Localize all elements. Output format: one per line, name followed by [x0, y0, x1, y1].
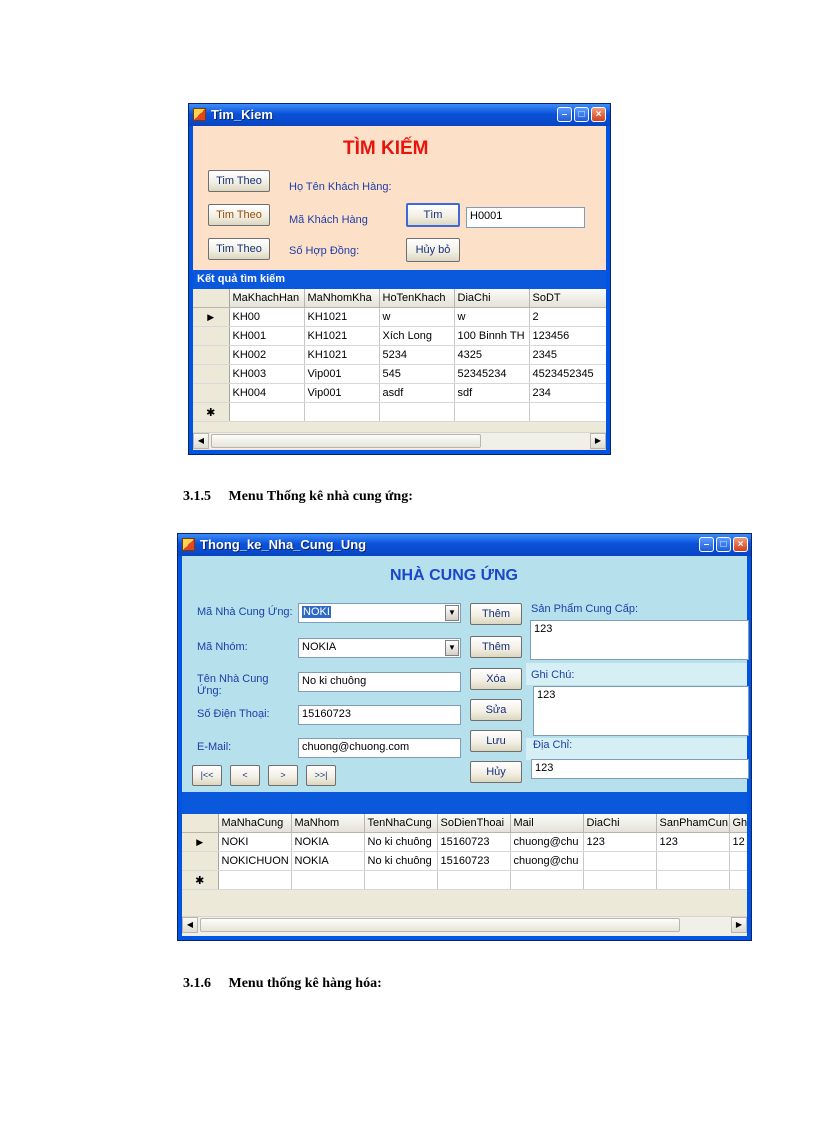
table-cell[interactable]: asdf	[379, 384, 454, 403]
table-cell[interactable]: 52345234	[454, 365, 529, 384]
current-row-indicator-icon: ▶	[193, 308, 229, 327]
minimize-icon[interactable]: –	[557, 107, 572, 122]
table-cell[interactable]: chuong@chu	[510, 833, 583, 852]
table-cell[interactable]: KH003	[229, 365, 304, 384]
address-label: Địa Chỉ:	[533, 739, 573, 751]
group-id-label: Mã Nhóm:	[197, 641, 248, 653]
supplier-id-label: Mã Nhà Cung Ứng:	[197, 606, 293, 618]
table-cell[interactable]	[729, 871, 747, 890]
scroll-right-icon[interactable]: ▶	[731, 917, 747, 933]
products-field[interactable]: 123	[530, 620, 749, 660]
section-heading-3-1-5	[183, 489, 413, 505]
column-header[interactable]: MaNhom	[291, 814, 364, 833]
add-supplier-button[interactable]: Thêm	[470, 603, 522, 625]
table-cell[interactable]: NOKIA	[291, 852, 364, 871]
table-cell[interactable]: 2345	[529, 346, 606, 365]
supplier-name-label: Tên Nhà Cung Ứng:	[197, 673, 269, 697]
minimize-icon[interactable]: –	[699, 537, 714, 552]
supplier-id-combo[interactable]	[298, 603, 461, 623]
table-cell[interactable]: chuong@chu	[510, 852, 583, 871]
horizontal-scrollbar[interactable]	[193, 432, 606, 449]
chevron-down-icon[interactable]: ▼	[445, 640, 459, 656]
row-header-corner	[193, 289, 229, 308]
row-header	[193, 365, 229, 384]
window-title: Tim_Kiem	[211, 107, 273, 122]
maximize-icon[interactable]: □	[716, 537, 731, 552]
column-header[interactable]: TenNhaCung	[364, 814, 437, 833]
search-input[interactable]: H0001	[466, 207, 585, 228]
last-record-button[interactable]: >>|	[306, 765, 336, 786]
email-field[interactable]: chuong@chuong.com	[298, 738, 461, 758]
email-label: E-Mail:	[197, 741, 232, 753]
section-number: 3.1.6	[183, 976, 211, 991]
app-icon	[193, 108, 206, 121]
column-header[interactable]: SoDienThoai	[437, 814, 510, 833]
column-header[interactable]: HoTenKhach	[379, 289, 454, 308]
products-label: Sản Phẩm Cung Cấp:	[531, 603, 639, 615]
find-by-name-button[interactable]: Tim Theo	[208, 170, 270, 192]
cancel-button[interactable]: Hủy bỏ	[406, 238, 460, 262]
supplier-name-field[interactable]: No ki chuông	[298, 672, 461, 692]
group-id-value: NOKIA	[302, 641, 337, 653]
table-cell[interactable]: 123456	[529, 327, 606, 346]
new-row-icon: ✱	[193, 403, 229, 422]
table-cell[interactable]: 5234	[379, 346, 454, 365]
results-header-bar	[193, 270, 606, 289]
table-cell[interactable]: 12	[729, 833, 747, 852]
table-cell[interactable]: KH001	[229, 327, 304, 346]
table-cell[interactable]	[529, 403, 606, 422]
address-field[interactable]: 123	[531, 759, 749, 779]
column-header[interactable]: DiaChi	[583, 814, 656, 833]
table-row[interactable]	[193, 346, 606, 365]
grid-header-row	[182, 814, 747, 833]
previous-record-button[interactable]: <	[230, 765, 260, 786]
table-cell[interactable]: KH00	[229, 308, 304, 327]
table-cell[interactable]: KH1021	[304, 346, 379, 365]
save-button[interactable]: Lưu	[470, 730, 522, 752]
title-bar[interactable]	[189, 104, 610, 126]
section-title: Menu Thống kê nhà cung ứng:	[228, 489, 413, 504]
contract-number-label: Số Hợp Đồng:	[289, 245, 360, 257]
row-header	[193, 346, 229, 365]
title-bar[interactable]	[178, 534, 751, 556]
close-icon[interactable]: ×	[733, 537, 748, 552]
scroll-thumb[interactable]	[211, 434, 481, 448]
table-cell[interactable]: NOKICHUON	[218, 852, 291, 871]
cancel-button[interactable]: Hủy	[470, 761, 522, 783]
table-cell[interactable]: w	[454, 308, 529, 327]
window-title: Thong_ke_Nha_Cung_Ung	[200, 537, 367, 552]
column-header[interactable]: DiaChi	[454, 289, 529, 308]
scroll-left-icon[interactable]: ◀	[182, 917, 198, 933]
section-heading-3-1-6	[183, 976, 382, 992]
nha-cung-ung-window	[177, 533, 752, 941]
column-header[interactable]: SanPhamCun	[656, 814, 729, 833]
table-row[interactable]	[193, 308, 606, 327]
notes-field[interactable]: 123	[533, 686, 749, 736]
grid-header-row	[193, 289, 606, 308]
form-heading: TÌM KIẾM	[343, 138, 429, 159]
column-header[interactable]: Mail	[510, 814, 583, 833]
phone-field[interactable]: 15160723	[298, 705, 461, 725]
scroll-thumb[interactable]	[200, 918, 680, 932]
group-id-combo[interactable]	[298, 638, 461, 658]
chevron-down-icon[interactable]: ▼	[445, 605, 459, 621]
table-cell[interactable]: NOKI	[218, 833, 291, 852]
first-record-button[interactable]: |<<	[192, 765, 222, 786]
column-header[interactable]: MaNhomKha	[304, 289, 379, 308]
table-cell[interactable]: 2	[529, 308, 606, 327]
table-cell[interactable]	[510, 871, 583, 890]
table-cell[interactable]: NOKIA	[291, 833, 364, 852]
customer-id-label: Mã Khách Hàng	[289, 214, 368, 226]
table-cell[interactable]: 4523452345	[529, 365, 606, 384]
table-cell[interactable]: Xích Long	[379, 327, 454, 346]
table-cell[interactable]: 545	[379, 365, 454, 384]
tim-kiem-window	[188, 103, 611, 455]
delete-button[interactable]: Xóa	[470, 668, 522, 690]
table-cell[interactable]	[454, 403, 529, 422]
table-cell[interactable]: No ki chuông	[364, 833, 437, 852]
row-header	[182, 852, 218, 871]
horizontal-scrollbar[interactable]	[182, 916, 747, 936]
table-cell[interactable]	[364, 871, 437, 890]
column-header[interactable]: SoDT	[529, 289, 606, 308]
scroll-left-icon[interactable]: ◀	[193, 433, 209, 449]
table-cell[interactable]: 234	[529, 384, 606, 403]
table-cell[interactable]	[291, 871, 364, 890]
table-cell[interactable]: KH002	[229, 346, 304, 365]
customer-name-label: Họ Tên Khách Hàng:	[289, 181, 392, 193]
table-row[interactable]	[182, 833, 747, 852]
table-cell[interactable]: 15160723	[437, 833, 510, 852]
app-icon	[182, 538, 195, 551]
table-cell[interactable]: 4325	[454, 346, 529, 365]
table-cell[interactable]: KH1021	[304, 308, 379, 327]
table-cell[interactable]	[437, 871, 510, 890]
table-cell[interactable]	[656, 852, 729, 871]
table-cell[interactable]: 123	[583, 833, 656, 852]
form-client-area	[182, 556, 747, 936]
section-number: 3.1.5	[183, 489, 211, 504]
maximize-icon[interactable]: □	[574, 107, 589, 122]
row-header	[193, 327, 229, 346]
notes-label: Ghi Chú:	[531, 669, 575, 681]
find-by-id-button[interactable]: Tim Theo	[208, 204, 270, 226]
table-cell[interactable]: Vip001	[304, 384, 379, 403]
table-cell[interactable]: No ki chuông	[364, 852, 437, 871]
table-cell[interactable]	[583, 871, 656, 890]
table-cell[interactable]: Vip001	[304, 365, 379, 384]
results-grid[interactable]	[193, 289, 606, 432]
form-client-area	[193, 126, 606, 450]
edit-button[interactable]: Sửa	[470, 699, 522, 721]
supplier-grid[interactable]	[182, 814, 747, 916]
row-header-corner	[182, 814, 218, 833]
results-header-label: Kết quả tìm kiếm	[197, 273, 286, 285]
close-icon[interactable]: ×	[591, 107, 606, 122]
table-row[interactable]	[193, 327, 606, 346]
add-group-button[interactable]: Thêm	[470, 636, 522, 658]
table-row[interactable]	[182, 852, 747, 871]
supplier-id-value: NOKI	[303, 606, 330, 618]
table-cell[interactable]	[218, 871, 291, 890]
table-cell[interactable]: KH004	[229, 384, 304, 403]
section-title: Menu thống kê hàng hóa:	[228, 976, 382, 991]
new-row[interactable]	[182, 871, 747, 890]
table-row[interactable]	[193, 365, 606, 384]
new-row-icon: ✱	[182, 871, 218, 890]
find-by-contract-button[interactable]: Tim Theo	[208, 238, 270, 260]
table-cell[interactable]: 100 Binnh TH	[454, 327, 529, 346]
phone-label: Số Điện Thoại:	[197, 708, 270, 720]
table-cell[interactable]: KH1021	[304, 327, 379, 346]
table-cell[interactable]	[229, 403, 304, 422]
scroll-right-icon[interactable]: ▶	[590, 433, 606, 449]
next-record-button[interactable]: >	[268, 765, 298, 786]
table-cell[interactable]	[583, 852, 656, 871]
table-cell[interactable]	[729, 852, 747, 871]
table-cell[interactable]	[304, 403, 379, 422]
table-cell[interactable]: 123	[656, 833, 729, 852]
new-row[interactable]	[193, 403, 606, 422]
table-cell[interactable]: sdf	[454, 384, 529, 403]
table-cell[interactable]	[379, 403, 454, 422]
table-row[interactable]	[193, 384, 606, 403]
row-header	[193, 384, 229, 403]
table-cell[interactable]: 15160723	[437, 852, 510, 871]
current-row-indicator-icon: ▶	[182, 833, 218, 852]
column-header[interactable]: MaKhachHan	[229, 289, 304, 308]
column-header[interactable]: MaNhaCung	[218, 814, 291, 833]
search-button[interactable]: Tìm	[406, 203, 460, 227]
table-cell[interactable]	[656, 871, 729, 890]
table-cell[interactable]: w	[379, 308, 454, 327]
grid-caption-bar	[182, 792, 747, 814]
form-heading: NHÀ CUNG ỨNG	[390, 567, 518, 584]
column-header[interactable]: Gh	[729, 814, 747, 833]
